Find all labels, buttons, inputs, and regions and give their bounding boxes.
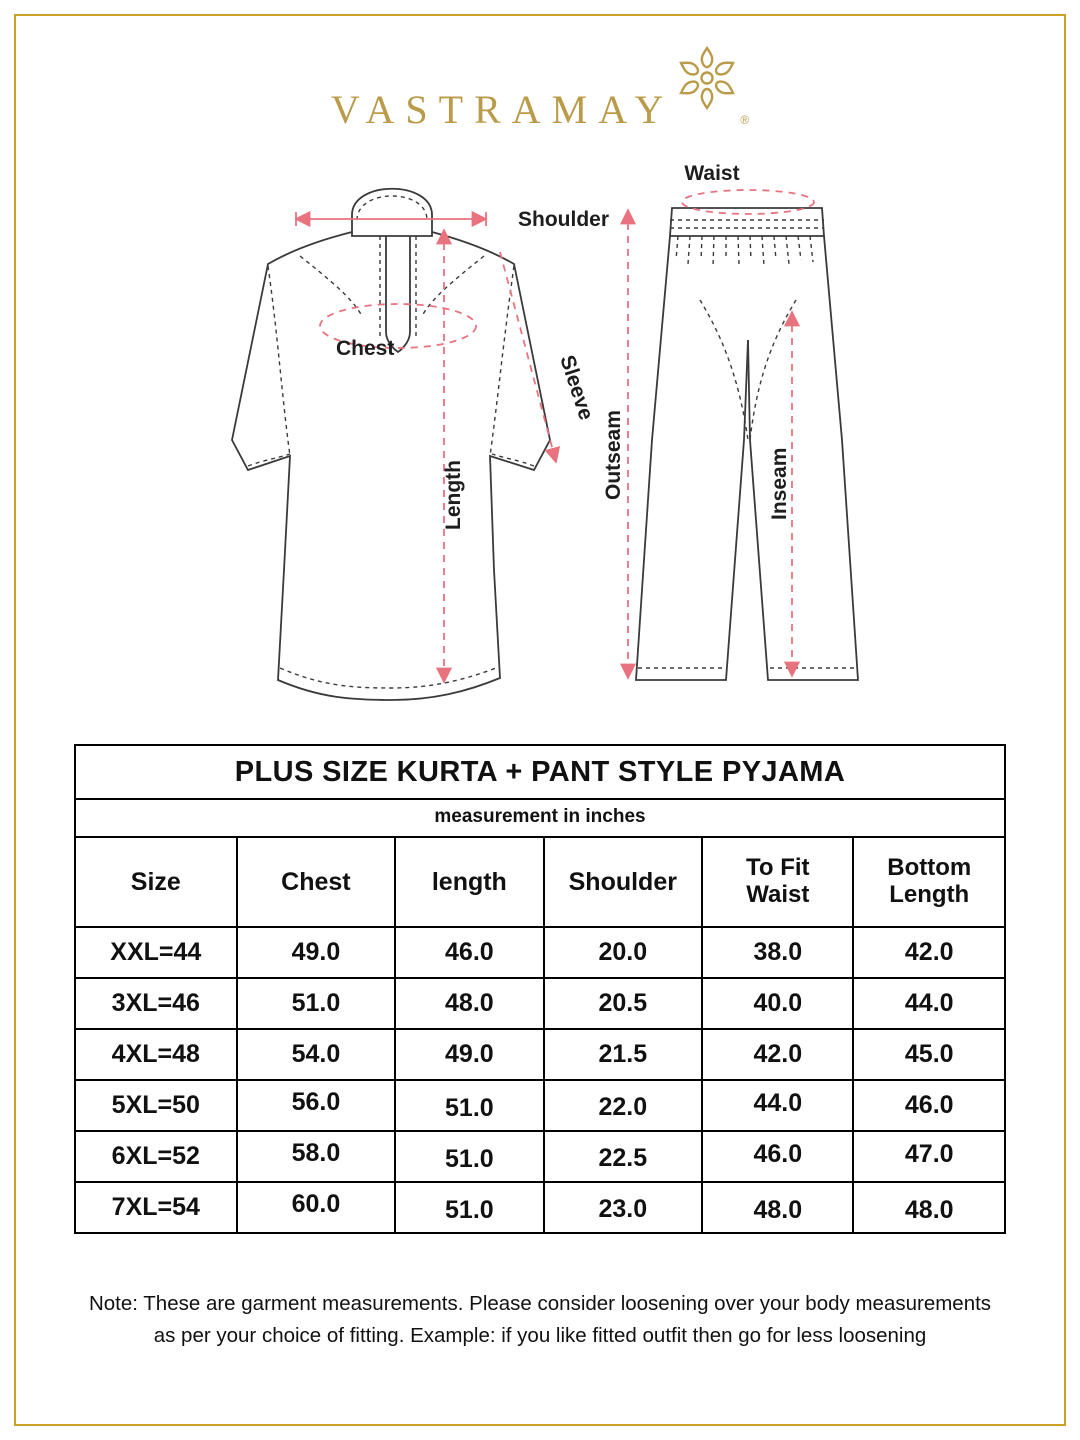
cell-chest: 60.0 [291,1190,341,1218]
bottom-length-line2: Length [889,881,970,908]
cell-chest: 56.0 [291,1088,341,1116]
table-row [75,927,1005,978]
cell-chest: 49.0 [237,927,396,978]
cell-size: 6XL=52 [75,1131,237,1182]
label-chest: Chest [336,337,395,360]
table-row [75,1182,1005,1233]
table-subtitle: measurement in inches [75,799,1005,837]
note-line-1: Note: These are garment measurements. Please consider loosening over your body measurements [88,1292,992,1315]
cell-bottom-length: 44.0 [853,978,1005,1029]
cell-waist: 40.0 [702,978,853,1029]
label-inseam: Inseam [768,447,791,520]
cell-waist: 46.0 [753,1140,803,1168]
note-line-2: as per your choice of fitting. Example: if you like fitted outfit then go for less loosening [153,1323,927,1347]
cell-chest: 58.0 [291,1139,341,1167]
bottom-length-line1: Bottom [887,854,972,882]
cell-shoulder: 22.0 [598,1093,648,1121]
to-fit-waist-line2: Waist [746,881,810,908]
garment-illustration [0,140,1080,720]
table-header-row [75,837,1005,927]
column-header-to-fit-waist [702,837,853,927]
cell-size: 5XL=50 [75,1080,237,1131]
cell-size: XXL=44 [75,927,237,978]
size-chart-table [74,744,1006,1234]
cell-length: 49.0 [395,1029,543,1080]
cell-waist: 38.0 [702,927,853,978]
label-outseam: Outseam [602,410,625,500]
column-header-size: Size [75,837,237,927]
cell-bottom-length: 45.0 [853,1029,1005,1080]
label-shoulder: Shoulder [518,208,610,231]
cell-length: 46.0 [395,927,543,978]
table-row [75,978,1005,1029]
cell-chest: 51.0 [237,978,396,1029]
cell-waist: 42.0 [702,1029,853,1080]
brand-header [0,38,1080,132]
floral-star-icon [676,38,738,129]
column-header-length: length [395,837,543,927]
cell-size: 3XL=46 [75,978,237,1029]
table-row [75,1080,1005,1131]
cell-bottom-length: 48.0 [904,1196,954,1224]
cell-chest: 54.0 [237,1029,396,1080]
brand-wordmark: VASTRAMAY [330,87,675,132]
cell-shoulder: 21.5 [544,1029,703,1080]
cell-waist: 44.0 [753,1089,803,1117]
table-row [75,1029,1005,1080]
column-header-bottom-length [853,837,1005,927]
cell-size: 7XL=54 [75,1182,237,1233]
cell-length: 51.0 [445,1196,494,1224]
cell-length: 51.0 [445,1094,494,1122]
cell-shoulder: 23.0 [598,1195,648,1223]
cell-waist: 48.0 [753,1196,803,1224]
column-header-chest: Chest [237,837,396,927]
label-waist: Waist [684,162,740,185]
column-header-shoulder: Shoulder [544,837,703,927]
table-title: PLUS SIZE KURTA + PANT STYLE PYJAMA [75,745,1005,799]
kurta-figure [232,189,609,700]
registered-mark: ® [740,113,750,127]
table-row [75,1131,1005,1182]
cell-bottom-length: 47.0 [904,1140,954,1168]
cell-bottom-length: 42.0 [853,927,1005,978]
cell-size: 4XL=48 [75,1029,237,1080]
cell-length: 51.0 [445,1145,494,1173]
size-table-wrapper [74,744,1006,1234]
cell-bottom-length: 46.0 [853,1080,1005,1131]
table-subtitle-row [75,799,1005,837]
label-length: Length [442,460,465,530]
measurement-note [50,1288,1030,1352]
cell-shoulder: 20.5 [544,978,703,1029]
label-sleeve: Sleeve [555,352,598,423]
to-fit-waist-line1: To Fit [746,854,810,882]
cell-shoulder: 20.0 [544,927,703,978]
pyjama-figure [602,162,858,680]
cell-length: 48.0 [395,978,543,1029]
table-title-row [75,745,1005,799]
cell-shoulder: 22.5 [598,1144,648,1172]
